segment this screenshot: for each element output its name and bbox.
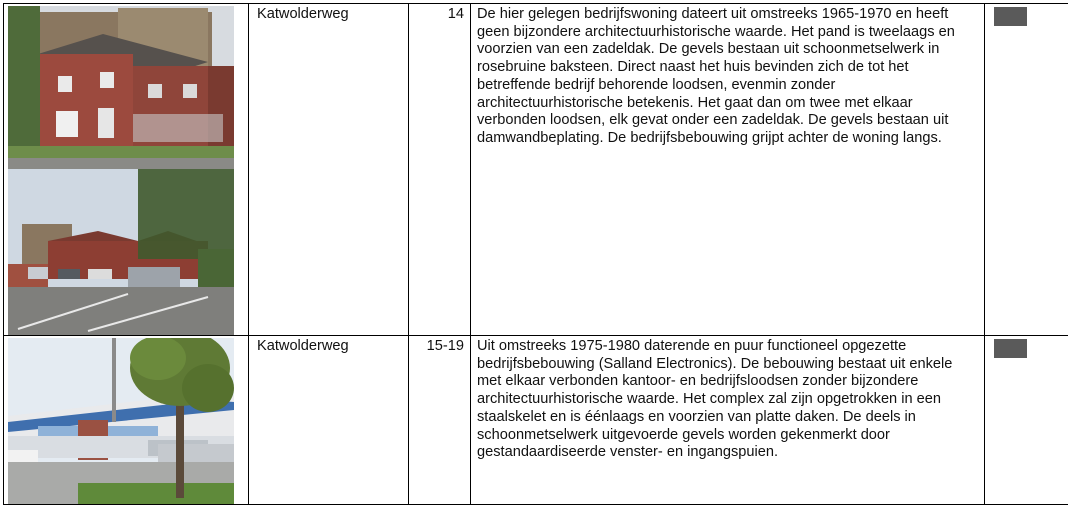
number-cell	[409, 336, 471, 505]
description-text: De hier gelegen bedrijfswoning dateert uit omstreeks 1965-1970 en heeft geen bijzondere architectuurhistorische waarde. Het pand is tweelaags en voorzien van een zadeldak. De gevels bestaan uit schoonmetselwerk in rosebruine baksteen. Direct naast het huis bevinden zich de tot het betreffende bedrijf behorende loodsen, evenmin zonder architectuurhistorische betekenis. Het gaat dan om twee met elkaar verbonden loodsen, elk gevat onder een zadeldak. De gevels bestaan uit damwandbeplating. De bedrijfsbebouwing grijpt achter de woning langs.	[477, 6, 955, 146]
number-cell	[409, 4, 471, 336]
street-cell	[249, 4, 409, 336]
house-number: 14	[447, 6, 464, 22]
photo-cell	[4, 4, 249, 336]
valuation-cell	[985, 4, 1068, 336]
table-row	[4, 336, 1068, 505]
valuation-cell	[985, 336, 1068, 505]
sheds-photo	[8, 169, 234, 335]
valuation-marker	[994, 7, 1027, 26]
table-row	[4, 4, 1068, 336]
description-cell	[471, 336, 985, 505]
description-cell	[471, 4, 985, 336]
street-cell	[249, 336, 409, 505]
valuation-marker	[994, 339, 1027, 358]
street-name: Katwolderweg	[257, 338, 349, 354]
office-building-photo	[8, 338, 234, 504]
inventory-table	[3, 3, 1068, 505]
house-number: 15-19	[426, 338, 464, 354]
house-photo	[8, 6, 234, 169]
description-text: Uit omstreeks 1975-1980 daterende en puur functioneel opgezette bedrijfsbebouwing (Salland Electronics). De bebouwing bestaat uit enkele met elkaar verbonden kantoor- en bedrijfsloodsen zonder bijzondere architectuurhistorische waarde. Het complex zal zijn opgetrokken in een staalskelet en is éénlaags en voorzien van platte daken. De deels in schoonmetselwerk uitgevoerde gevels worden gekenmerkt door gestandaardiseerde venster- en ingangspuien.	[477, 338, 953, 461]
photo-cell	[4, 336, 249, 505]
street-name: Katwolderweg	[257, 6, 349, 22]
